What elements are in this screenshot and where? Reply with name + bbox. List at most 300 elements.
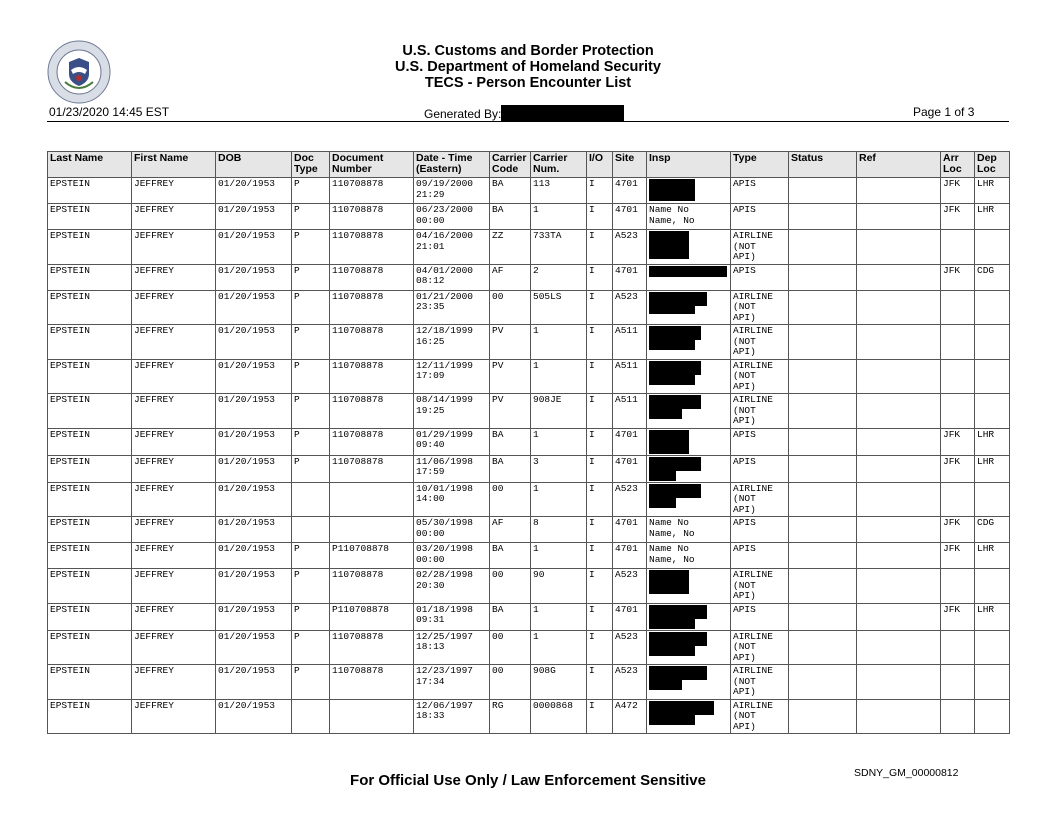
cell-ref — [857, 603, 941, 630]
cell-arr — [941, 359, 975, 394]
cell-dt: 04/01/2000 08:12 — [414, 264, 490, 290]
cell-insp: Name No Name, No — [647, 204, 731, 230]
cell-docnum: 110708878 — [330, 230, 414, 265]
column-header: Doc Type — [292, 152, 330, 178]
cell-io: I — [587, 325, 613, 360]
cell-cc: 00 — [490, 665, 531, 700]
generated-by — [424, 105, 624, 122]
cell-doctype: P — [292, 325, 330, 360]
cell-ref — [857, 517, 941, 543]
cell-cc: PV — [490, 394, 531, 429]
cell-dob: 01/20/1953 — [216, 517, 292, 543]
cell-first: JEFFREY — [132, 325, 216, 360]
cell-type: APIS — [731, 543, 789, 569]
column-header: Type — [731, 152, 789, 178]
cell-last: EPSTEIN — [48, 569, 132, 604]
cell-doctype: P — [292, 290, 330, 325]
cell-ref — [857, 455, 941, 482]
cell-dep — [975, 325, 1010, 360]
cell-dep — [975, 394, 1010, 429]
cell-arr — [941, 665, 975, 700]
redaction-block — [649, 680, 682, 690]
cell-dob: 01/20/1953 — [216, 394, 292, 429]
cell-arr: JFK — [941, 204, 975, 230]
cell-dt: 01/18/1998 09:31 — [414, 603, 490, 630]
page-number: Page 1 of 3 — [913, 105, 975, 119]
cell-dob: 01/20/1953 — [216, 359, 292, 394]
cell-first: JEFFREY — [132, 517, 216, 543]
cell-dob: 01/20/1953 — [216, 264, 292, 290]
cell-last: EPSTEIN — [48, 428, 132, 455]
cell-docnum: 110708878 — [330, 359, 414, 394]
cell-first: JEFFREY — [132, 543, 216, 569]
cell-cc: AF — [490, 264, 531, 290]
cell-dt: 09/19/2000 21:29 — [414, 178, 490, 204]
table-row — [48, 394, 1010, 429]
cell-status — [789, 665, 857, 700]
cell-docnum — [330, 699, 414, 734]
cell-dob: 01/20/1953 — [216, 230, 292, 265]
table-row — [48, 665, 1010, 700]
cell-type: AIRLINE (NOT API) — [731, 394, 789, 429]
cell-docnum: 110708878 — [330, 455, 414, 482]
cell-site: 4701 — [613, 178, 647, 204]
redaction-block — [649, 498, 676, 508]
cell-arr — [941, 325, 975, 360]
cell-dt: 12/25/1997 18:13 — [414, 630, 490, 665]
table-header-row — [48, 152, 1010, 178]
cell-dob: 01/20/1953 — [216, 455, 292, 482]
cell-ref — [857, 428, 941, 455]
cell-first: JEFFREY — [132, 178, 216, 204]
cell-insp — [647, 699, 731, 734]
cell-dt: 10/01/1998 14:00 — [414, 482, 490, 517]
cell-dt: 05/30/1998 00:00 — [414, 517, 490, 543]
table-row — [48, 603, 1010, 630]
cell-cc: AF — [490, 517, 531, 543]
cell-dob: 01/20/1953 — [216, 543, 292, 569]
cell-type: AIRLINE (NOT API) — [731, 230, 789, 265]
cell-ref — [857, 264, 941, 290]
cell-ref — [857, 204, 941, 230]
cell-dt: 12/23/1997 17:34 — [414, 665, 490, 700]
cell-insp: Name No Name, No — [647, 517, 731, 543]
column-header: Date - Time (Eastern) — [414, 152, 490, 178]
redaction-block — [649, 306, 695, 314]
cell-dep: LHR — [975, 428, 1010, 455]
cell-ref — [857, 178, 941, 204]
cell-dep: LHR — [975, 543, 1010, 569]
cell-insp — [647, 665, 731, 700]
cell-cc: BA — [490, 178, 531, 204]
cell-ref — [857, 543, 941, 569]
cell-cn: 1 — [531, 359, 587, 394]
cell-arr: JFK — [941, 428, 975, 455]
cell-io: I — [587, 230, 613, 265]
cell-last: EPSTEIN — [48, 630, 132, 665]
department-title: U.S. Department of Homeland Security — [395, 59, 661, 75]
redaction-block — [649, 584, 689, 594]
cell-cn: 1 — [531, 428, 587, 455]
cell-io: I — [587, 428, 613, 455]
cell-arr: JFK — [941, 264, 975, 290]
redaction-block — [501, 105, 624, 122]
cell-dep — [975, 699, 1010, 734]
cell-doctype — [292, 699, 330, 734]
header-rule — [47, 121, 1009, 122]
cell-status — [789, 482, 857, 517]
cell-dep — [975, 569, 1010, 604]
cell-docnum: 110708878 — [330, 290, 414, 325]
cell-type: AIRLINE (NOT API) — [731, 665, 789, 700]
table-row — [48, 290, 1010, 325]
redaction-block — [649, 632, 707, 646]
cell-type: APIS — [731, 517, 789, 543]
cell-site: 4701 — [613, 603, 647, 630]
cell-doctype: P — [292, 394, 330, 429]
column-header: Document Number — [330, 152, 414, 178]
cell-type: APIS — [731, 455, 789, 482]
cell-site: A511 — [613, 359, 647, 394]
cell-cc: BA — [490, 204, 531, 230]
cell-insp — [647, 394, 731, 429]
cell-type: AIRLINE (NOT API) — [731, 569, 789, 604]
cell-cn: 908G — [531, 665, 587, 700]
cell-site: 4701 — [613, 455, 647, 482]
cell-doctype: P — [292, 603, 330, 630]
cell-dep: CDG — [975, 517, 1010, 543]
cell-status — [789, 230, 857, 265]
cell-dep: LHR — [975, 204, 1010, 230]
cell-dob: 01/20/1953 — [216, 699, 292, 734]
redaction-block — [649, 375, 695, 385]
cell-first: JEFFREY — [132, 603, 216, 630]
cell-dep: LHR — [975, 603, 1010, 630]
cell-cn: 1 — [531, 603, 587, 630]
cell-first: JEFFREY — [132, 630, 216, 665]
cell-insp — [647, 428, 731, 455]
redaction-block — [649, 619, 695, 629]
cell-ref — [857, 394, 941, 429]
table-row — [48, 569, 1010, 604]
cell-last: EPSTEIN — [48, 699, 132, 734]
cell-site: A511 — [613, 394, 647, 429]
cell-site: 4701 — [613, 543, 647, 569]
table-row — [48, 359, 1010, 394]
cell-cc: RG — [490, 699, 531, 734]
cell-dt: 02/28/1998 20:30 — [414, 569, 490, 604]
cell-io: I — [587, 290, 613, 325]
cell-type: APIS — [731, 603, 789, 630]
cell-docnum: 110708878 — [330, 264, 414, 290]
cell-ref — [857, 482, 941, 517]
cell-last: EPSTEIN — [48, 204, 132, 230]
redaction-block — [649, 326, 701, 340]
cell-site: A511 — [613, 325, 647, 360]
cell-io: I — [587, 204, 613, 230]
cell-status — [789, 543, 857, 569]
cell-site: 4701 — [613, 264, 647, 290]
bates-number: SDNY_GM_00000812 — [854, 767, 959, 779]
redaction-block — [649, 646, 695, 656]
redaction-block — [649, 292, 707, 306]
cell-dob: 01/20/1953 — [216, 569, 292, 604]
redaction-block — [649, 605, 707, 619]
cell-doctype: P — [292, 359, 330, 394]
column-header: Site — [613, 152, 647, 178]
cell-insp — [647, 482, 731, 517]
cell-ref — [857, 569, 941, 604]
cell-site: A523 — [613, 482, 647, 517]
cell-io: I — [587, 603, 613, 630]
redaction-block — [649, 471, 676, 481]
cell-ref — [857, 665, 941, 700]
cell-cc: 00 — [490, 630, 531, 665]
cell-io: I — [587, 630, 613, 665]
cell-doctype: P — [292, 455, 330, 482]
redaction-block — [649, 179, 695, 193]
cell-cc: BA — [490, 603, 531, 630]
cell-status — [789, 264, 857, 290]
column-header: Ref — [857, 152, 941, 178]
cell-dob: 01/20/1953 — [216, 665, 292, 700]
cell-dob: 01/20/1953 — [216, 482, 292, 517]
cell-dt: 01/21/2000 23:35 — [414, 290, 490, 325]
cell-cc: 00 — [490, 482, 531, 517]
cell-type: AIRLINE (NOT API) — [731, 359, 789, 394]
report-title: TECS - Person Encounter List — [424, 75, 632, 91]
cell-cc: PV — [490, 359, 531, 394]
cell-first: JEFFREY — [132, 394, 216, 429]
cell-dt: 12/06/1997 18:33 — [414, 699, 490, 734]
column-header: Carrier Code — [490, 152, 531, 178]
cell-status — [789, 325, 857, 360]
column-header: Last Name — [48, 152, 132, 178]
cell-dob: 01/20/1953 — [216, 290, 292, 325]
cell-arr: JFK — [941, 603, 975, 630]
cell-docnum: P110708878 — [330, 543, 414, 569]
cell-dt: 08/14/1999 19:25 — [414, 394, 490, 429]
table-body — [48, 178, 1010, 734]
cell-doctype: P — [292, 428, 330, 455]
cell-docnum: 110708878 — [330, 178, 414, 204]
cell-site: 4701 — [613, 428, 647, 455]
cell-doctype — [292, 517, 330, 543]
cell-type: AIRLINE (NOT API) — [731, 290, 789, 325]
table-row — [48, 630, 1010, 665]
table-row — [48, 264, 1010, 290]
table-row — [48, 543, 1010, 569]
table-row — [48, 230, 1010, 265]
cell-first: JEFFREY — [132, 665, 216, 700]
cell-docnum — [330, 482, 414, 517]
cell-doctype: P — [292, 264, 330, 290]
cell-io: I — [587, 178, 613, 204]
cell-arr — [941, 230, 975, 265]
cell-docnum: 110708878 — [330, 204, 414, 230]
cell-dep — [975, 359, 1010, 394]
cell-arr — [941, 569, 975, 604]
cell-io: I — [587, 482, 613, 517]
cell-cc: BA — [490, 428, 531, 455]
column-header: Insp — [647, 152, 731, 178]
cell-cn: 1 — [531, 482, 587, 517]
cell-doctype: P — [292, 630, 330, 665]
column-header: Arr Loc — [941, 152, 975, 178]
cell-site: A523 — [613, 665, 647, 700]
cell-dt: 04/16/2000 21:01 — [414, 230, 490, 265]
cell-status — [789, 428, 857, 455]
cell-io: I — [587, 394, 613, 429]
cell-cc: ZZ — [490, 230, 531, 265]
cell-cn: 1 — [531, 325, 587, 360]
cell-last: EPSTEIN — [48, 394, 132, 429]
cell-status — [789, 603, 857, 630]
redaction-block — [649, 484, 701, 498]
cell-first: JEFFREY — [132, 428, 216, 455]
cell-type: AIRLINE (NOT API) — [731, 482, 789, 517]
cell-docnum — [330, 517, 414, 543]
redaction-block — [649, 409, 682, 419]
cell-status — [789, 630, 857, 665]
table-row — [48, 178, 1010, 204]
cell-cn: 113 — [531, 178, 587, 204]
cell-ref — [857, 630, 941, 665]
cell-dep: CDG — [975, 264, 1010, 290]
cell-dt: 12/18/1999 16:25 — [414, 325, 490, 360]
cell-docnum: 110708878 — [330, 569, 414, 604]
cell-dt: 01/29/1999 09:40 — [414, 428, 490, 455]
cell-insp — [647, 603, 731, 630]
cell-arr: JFK — [941, 455, 975, 482]
cell-arr — [941, 482, 975, 517]
cell-first: JEFFREY — [132, 569, 216, 604]
column-header: Status — [789, 152, 857, 178]
cell-insp — [647, 569, 731, 604]
cell-cn: 2 — [531, 264, 587, 290]
redaction-block — [649, 430, 689, 444]
cell-dep — [975, 630, 1010, 665]
column-header: Carrier Num. — [531, 152, 587, 178]
cell-dep: LHR — [975, 178, 1010, 204]
cell-last: EPSTEIN — [48, 230, 132, 265]
cell-cc: BA — [490, 543, 531, 569]
cell-cn: 0000868 — [531, 699, 587, 734]
cell-last: EPSTEIN — [48, 455, 132, 482]
cell-arr — [941, 699, 975, 734]
table-row — [48, 482, 1010, 517]
redaction-block — [649, 457, 701, 471]
cell-ref — [857, 699, 941, 734]
cell-cn: 505LS — [531, 290, 587, 325]
agency-title: U.S. Customs and Border Protection — [402, 43, 654, 59]
cell-insp — [647, 230, 731, 265]
cell-first: JEFFREY — [132, 455, 216, 482]
cell-status — [789, 290, 857, 325]
cell-arr: JFK — [941, 517, 975, 543]
cell-dob: 01/20/1953 — [216, 204, 292, 230]
cell-first: JEFFREY — [132, 230, 216, 265]
column-header: First Name — [132, 152, 216, 178]
cell-insp — [647, 325, 731, 360]
cell-last: EPSTEIN — [48, 665, 132, 700]
cell-last: EPSTEIN — [48, 264, 132, 290]
cell-type: APIS — [731, 264, 789, 290]
cell-cn: 3 — [531, 455, 587, 482]
cell-doctype: P — [292, 230, 330, 265]
cell-last: EPSTEIN — [48, 603, 132, 630]
cell-type: APIS — [731, 204, 789, 230]
cell-dt: 12/11/1999 17:09 — [414, 359, 490, 394]
cell-docnum: 110708878 — [330, 428, 414, 455]
cell-insp — [647, 290, 731, 325]
cell-type: AIRLINE (NOT API) — [731, 630, 789, 665]
cell-docnum: 110708878 — [330, 394, 414, 429]
cell-dob: 01/20/1953 — [216, 603, 292, 630]
cell-type: AIRLINE (NOT API) — [731, 699, 789, 734]
cell-last: EPSTEIN — [48, 359, 132, 394]
cell-insp — [647, 455, 731, 482]
cell-first: JEFFREY — [132, 290, 216, 325]
cell-docnum: 110708878 — [330, 325, 414, 360]
cell-cc: BA — [490, 455, 531, 482]
cell-dep: LHR — [975, 455, 1010, 482]
table-row — [48, 428, 1010, 455]
cell-ref — [857, 359, 941, 394]
cell-arr: JFK — [941, 543, 975, 569]
cell-arr — [941, 394, 975, 429]
cell-cc: 00 — [490, 290, 531, 325]
cell-dep — [975, 482, 1010, 517]
cell-dt: 11/06/1998 17:59 — [414, 455, 490, 482]
cell-last: EPSTEIN — [48, 543, 132, 569]
cell-last: EPSTEIN — [48, 290, 132, 325]
cell-site: A523 — [613, 569, 647, 604]
cell-dt: 06/23/2000 00:00 — [414, 204, 490, 230]
cell-io: I — [587, 455, 613, 482]
redaction-block — [649, 231, 689, 245]
cell-status — [789, 394, 857, 429]
cell-site: A523 — [613, 290, 647, 325]
cell-io: I — [587, 264, 613, 290]
cell-site: A523 — [613, 230, 647, 265]
cell-status — [789, 699, 857, 734]
redaction-block — [649, 395, 701, 409]
cell-status — [789, 455, 857, 482]
cell-type: APIS — [731, 428, 789, 455]
table-row — [48, 325, 1010, 360]
cell-status — [789, 204, 857, 230]
cell-cc: PV — [490, 325, 531, 360]
table-row — [48, 204, 1010, 230]
redaction-block — [649, 666, 707, 680]
redaction-block — [649, 444, 689, 454]
column-header: DOB — [216, 152, 292, 178]
table-row — [48, 455, 1010, 482]
cell-first: JEFFREY — [132, 264, 216, 290]
redaction-block — [649, 193, 695, 201]
cell-doctype — [292, 482, 330, 517]
cell-io: I — [587, 665, 613, 700]
cell-first: JEFFREY — [132, 204, 216, 230]
cell-type: AIRLINE (NOT API) — [731, 325, 789, 360]
cell-io: I — [587, 517, 613, 543]
cell-dob: 01/20/1953 — [216, 630, 292, 665]
cell-arr: JFK — [941, 178, 975, 204]
cell-docnum: P110708878 — [330, 603, 414, 630]
cell-site: A472 — [613, 699, 647, 734]
cell-doctype: P — [292, 665, 330, 700]
